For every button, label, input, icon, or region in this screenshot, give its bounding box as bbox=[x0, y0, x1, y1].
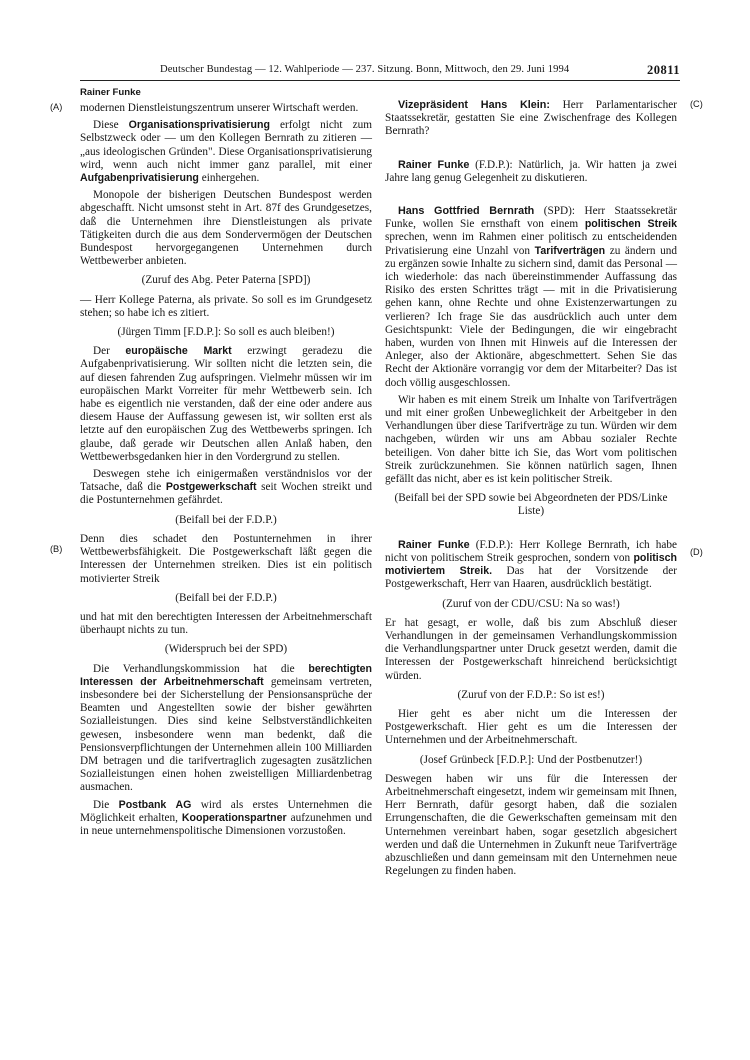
interjection: (Zuruf von der CDU/CSU: Na so was!) bbox=[442, 597, 620, 610]
interjection: (Widerspruch bei der SPD) bbox=[164, 643, 288, 656]
running-speaker-name: Rainer Funke bbox=[80, 87, 141, 98]
speech-turn: Vizepräsident Hans Klein: Herr Parlamentarischer Staatssekretär, gestatten Sie eine Zwischenfrage des Kollegen Bernrath? bbox=[385, 99, 678, 138]
paragraph: Der europäische Markt erzwingt geradezu die Aufgabenprivatisierung. Wir sollten nicht die letzten sein, die auf diesen fahrenden Zug aufspringen. Vielmehr müssen wir im europäischen Markt Vorreiter für mehr Wettbewerb sein. Ich habe es eigentlich nie verstanden, daß der eine oder andere aus diesem Hause der Auffassung gewesen ist, wir sollten erst als letzte auf den europäischen Zug des Wettbewerbs springen. Ich glaube, daß gerade wir Deutschen allen Anlaß haben, den Wettbewerbsgedanken hier in den Vordergrund zu stellen. bbox=[80, 345, 372, 463]
interjection: (Beifall bei der F.D.P.) bbox=[175, 591, 277, 604]
margin-mark-b: (B) bbox=[50, 544, 63, 554]
paragraph: Diese Organisationsprivatisierung erfolgt nicht zum Selbstzweck oder — um den Kollegen Bernrath zu zitieren — „aus ideologischen Gründen". Diese Organisationsprivatisierung wird, wenn auch nicht immer ganz parallel, mit einer Aufgabenprivatisierung einhergehen. bbox=[80, 119, 372, 185]
paragraph: Hier geht es aber nicht um die Interessen der Postgewerkschaft. Hier geht es um die Interessen der Unternehmen und der Arbeitnehmerschaft. bbox=[385, 707, 677, 747]
speaker-name: Rainer Funke bbox=[398, 538, 470, 551]
paragraph: modernen Dienstleistungszentrum unserer Wirtschaft werden. bbox=[80, 102, 359, 114]
interjection: (Zuruf des Abg. Peter Paterna [SPD]) bbox=[141, 274, 311, 287]
margin-mark-a: (A) bbox=[50, 102, 63, 112]
paragraph: Deswegen haben wir uns für die Interessen der Arbeitnehmerschaft eingesetzt, indem wir gemeinsam mit Ihnen, Herr Bernrath, dafür gesorgt haben, daß die sozialen Errungenschaften, die die Gewerkschaften gemeinsam mit den Unternehmen vereinbart haben, sogar gesetzlich abgesichert werden und daß die Unternehmen in Zukunft neue Tarifverträge abzuschließen und dann gemeinsam mit den Unternehmen neue Regelungen zu finden haben. bbox=[385, 772, 677, 878]
paragraph: und hat mit den berechtigten Interessen der Arbeitnehmerschaft überhaupt nichts zu tun. bbox=[80, 610, 372, 637]
interjection: (Josef Grünbeck [F.D.P.]: Und der Postbenutzer!) bbox=[419, 753, 643, 766]
paragraph: Wir haben es mit einem Streik um Inhalte von Tarifverträgen und mit einer großen Unbeweglichkeit der Arbeitgeber in den Verhandlungen über diese Tarifverträge zu tun. Würden wir dem nachgeben, würden wir uns am Abbau sozialer Rechte beteiligen. Von daher bitte ich Sie, das Wort vom politischen Streik zurückzunehmen. Sie können natürlich sagen, Ihnen gefällt das nicht, aber es ist kein politischer Streik. bbox=[385, 393, 677, 486]
right-column bbox=[385, 99, 677, 882]
speech-turn: Rainer Funke (F.D.P.): Natürlich, ja. Wir hatten ja zwei Jahre lang genug Gelegenheit zu diskutieren. bbox=[385, 158, 677, 184]
paragraph: Die Postbank AG wird als erstes Unternehmen die Möglichkeit erhalten, Kooperationspartner aufzunehmen und in neue unternehmenspolitische Dimensionen vorzustoßen. bbox=[80, 798, 372, 837]
paragraph: Deswegen stehe ich einigermaßen verständnislos vor der Tatsache, daß die Postgewerkschaft seit Wochen streikt und die Postunternehmen gefährdet. bbox=[80, 468, 372, 507]
paragraph: Monopole der bisherigen Deutschen Bundespost werden abgeschafft. Nicht umsonst steht in Art. 87f des Grundgesetzes, daß die Unternehmen ihre Dienstleistungen als private Tätigkeiten durch die aus dem Sondervermögen der Deutschen Bundespost hervorgegangenen Unternehmen durch Wettbewerber anbieten. bbox=[80, 189, 372, 268]
speaker-name: Hans Gottfried Bernrath bbox=[398, 205, 535, 218]
paragraph: Die Verhandlungskommission hat die berechtigten Interessen der Arbeitnehmerschaft gemeinsam vertreten, insbesondere bei der Sicherstellung der Pensionsansprüche der Beamten und Angestellten sowie der bisher gewährten Sozialleistungen. Dies sind keine Selbstverständlichkeiten gewesen, insbesondere wenn man bedenkt, daß die Pensionsverpflichtungen der Unternehmen allein 100 Milliarden DM betragen und die tarifvertraglich zugesagten zusätzlichen Sozialleistungen einen hohen zweistelligen Milliardenbetrag ausmachen. bbox=[80, 662, 372, 794]
interjection: (Jürgen Timm [F.D.P.]: So soll es auch bleiben!) bbox=[117, 326, 335, 339]
margin-mark-c: (C) bbox=[690, 99, 703, 109]
left-column bbox=[80, 102, 372, 842]
speaker-name: Vizepräsident Hans Klein: bbox=[398, 99, 550, 111]
interjection: (Beifall bei der F.D.P.) bbox=[175, 513, 277, 526]
paragraph: Denn dies schadet den Postunternehmen in ihrer Wettbewerbsfähigkeit. Die Postgewerkschaft läßt gegen die Interessen der Unternehmen streiken. Dies ist ein politisch motivierter Streik bbox=[80, 532, 372, 585]
speaker-name: Rainer Funke bbox=[398, 158, 470, 171]
paragraph: Er hat gesagt, er wolle, daß bis zum Abschluß dieser Verhandlungen in der gemeinsamen Verhandlungskommission die Verhandlungspartner unter Druck gesetzt werden, damit die Interessen der Postgewerkschaft hinreichend berücksichtigt würden. bbox=[385, 616, 677, 682]
margin-mark-d: (D) bbox=[690, 547, 703, 557]
paragraph: — Herr Kollege Paterna, als private. So soll es im Grundgesetz stehen; so habe ich es zitiert. bbox=[80, 293, 372, 319]
interjection: (Beifall bei der SPD sowie bei Abgeordneten der PDS/Linke Liste) bbox=[394, 492, 668, 518]
speech-turn: Hans Gottfried Bernrath (SPD): Herr Staatssekretär Funke, wollen Sie ernsthaft von einem politischen Streik sprechen, wenn im Rahmen einer politisch zu entscheidenden Privatisierung eine Unzahl von Tarifverträgen zu ändern und zu ergänzen sowie Inhalte zu sichern sind, damit das Personal — ich wiederhole: das nach übereinstimmender Auffassung das Risiko des ersten Schrittes trägt — mit in die Privatisierung gehen kann, ohne Rechte und ohne Existenzerwartungen zu verlieren? Ich frage Sie das ausdrücklich auch unter dem Gesichtspunkt: Viele der Bedingungen, die wir eingebracht haben, wurden von Ihnen mit Hinweis auf die Interessen der Anleger, also der Aktionäre, abgeschmettert. Sehen Sie das Recht der Aktionäre vorrangig vor dem der Mitarbeiter? Das ist doch völlig ausgeschlossen. bbox=[385, 205, 678, 389]
interjection: (Zuruf von der F.D.P.: So ist es!) bbox=[457, 688, 605, 701]
page-header bbox=[80, 64, 680, 81]
speech-turn: Rainer Funke (F.D.P.): Herr Kollege Bernrath, ich habe nicht von politischem Streik gesprochen, sondern von politisch motiviertem Streik. Das hat der Vorsitzende der Postgewerkschaft, Herr van Haaren, ausdrücklich bestätigt. bbox=[385, 538, 677, 591]
header-text: Deutscher Bundestag — 12. Wahlperiode — 237. Sitzung. Bonn, Mittwoch, den 29. Juni 1994 bbox=[160, 64, 570, 75]
page-number: 20811 bbox=[646, 63, 680, 77]
